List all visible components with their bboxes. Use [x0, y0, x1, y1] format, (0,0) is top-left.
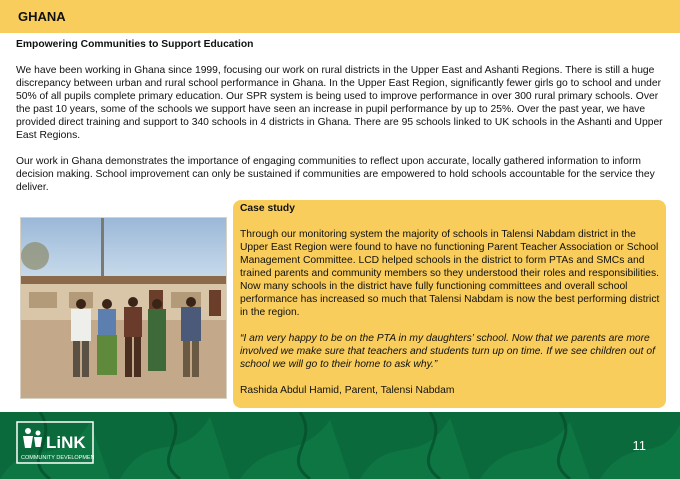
page-title: GHANA: [18, 9, 66, 24]
link-logo: [16, 421, 94, 464]
main-content: [16, 38, 666, 207]
case-study-quote: “I am very happy to be on the PTA in my daughters’ school. Now that we parents are more involved we make sure that teachers and students turn up on time. If we see children out of school we will go to their home to ask why.”: [240, 333, 655, 370]
section-heading: Empowering Communities to Support Education: [16, 39, 254, 50]
logo-text: LiNK: [46, 433, 86, 452]
community-photo: [20, 217, 227, 399]
header-bar: [0, 0, 680, 33]
logo-subtext: COMMUNITY DEVELOPMENT: [21, 455, 94, 461]
case-study-box: [233, 200, 666, 408]
page-number: 11: [632, 438, 646, 453]
footer-bar: [0, 412, 680, 479]
case-study-title: Case study: [240, 203, 295, 214]
footer-pattern: [0, 412, 680, 479]
second-paragraph: Our work in Ghana demonstrates the importance of engaging communities to reflect upon accurate, locally gathered information to inform decision making. School improvement can only be sustained if communities are empowered to hold schools accountable for the service they deliver.: [16, 156, 655, 193]
case-study-body: Through our monitoring system the majority of schools in Talensi Nabdam district in the Upper East Region were found to have no functioning Parent Teacher Association or School Management Committee. LCD helped schools in the district to form PTAs and SMCs and trained parents and community members so they understood their roles and responsibilities. Now many schools in the district have fully functioning committees and overall school performance has increased so much that Talensi Nabdam is now the best performing district in the region.: [240, 229, 660, 318]
case-study-attribution: Rashida Abdul Hamid, Parent, Talensi Nabdam: [240, 385, 455, 396]
intro-paragraph: We have been working in Ghana since 1999, focusing our work on rural districts in the Upper East and Ashanti Regions. There is still a huge discrepancy between urban and rural school performance in Ghana. In the Upper East Region, significantly fewer girls go to school and under 50% of all pupils complete primary education. Our SPR system is being used to improve performance in over 300 rural primary schools. Over the past 10 years, some of the schools we support have seen an increase in pupil performance by up to 25%. Over the past year, we have provided direct training and support to 340 schools in 4 districts in Ghana. There are 95 schools linked to UK schools in the Ashanti and Upper East Regions.: [16, 65, 663, 141]
